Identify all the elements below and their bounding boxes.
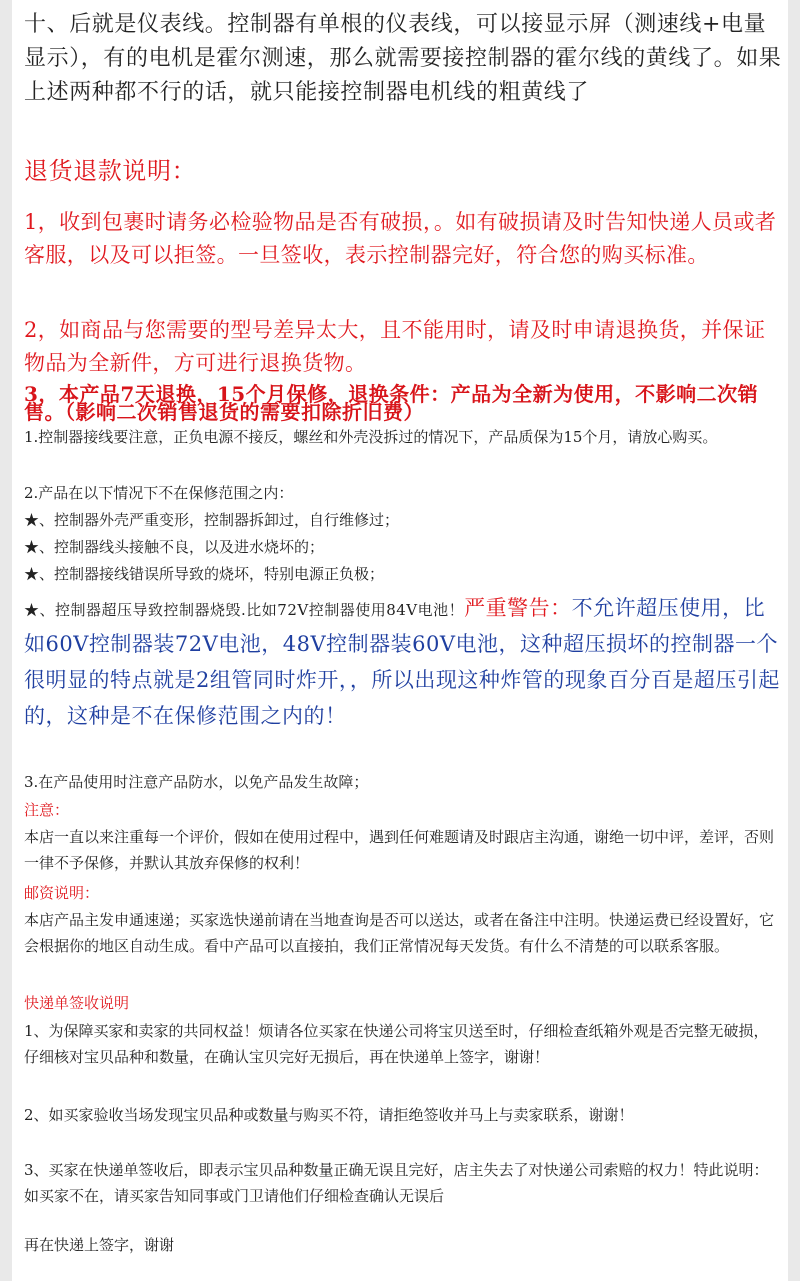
warranty-note-1: 1.控制器接线要注意，正负电源不接反，螺丝和外壳没拆过的情况下，产品质保为15个月，请放心购买。: [24, 428, 718, 446]
notice-text: 本店一直以来注重每一个评价，假如在使用过程中，遇到任何难题请及时跟店主沟通，谢绝一切中评，差评，否则一律不予保修，并默认其放弃保修的权利！: [24, 828, 775, 872]
shipping-text: 本店产品主发申通速递；买家选快递前请在当地查询是否可以送达，或者在备注中注明。快递运费已经设置好，它会根据你的地区自动生成。看中产品可以直接拍，我们正常情况每天发货。有什么不清楚的可以联系客服。: [24, 911, 775, 955]
refund-heading: 退货退款说明：: [24, 157, 197, 185]
shipping-heading: 邮资说明：: [24, 884, 100, 902]
refund-item-3: 3，本产品7天退换，15个月保修，退换条件：产品为全新为使用，不影响二次销售。（影响二次销售退货的需要扣除折旧费）: [24, 382, 759, 424]
description-sheet: [12, 0, 788, 1281]
receipt-item-3-tail: 再在快递上签字，谢谢: [24, 1236, 175, 1254]
install-step-ten: 十、后就是仪表线。控制器有单根的仪表线，可以接显示屏（测速线+电量显示），有的电机是霍尔测速，那么就需要接控制器的霍尔线的黄线了。如果上述两种都不行的话，就只能接控制器电机线的粗黄线了: [24, 12, 782, 105]
receipt-item-3: 3、买家在快递单签收后，即表示宝贝品种数量正确无误且完好，店主失去了对快递公司索赔的权力！特此说明：如买家不在，请买家告知同事或门卫请他们仔细检查确认无误后: [24, 1161, 769, 1205]
exclusion-item-3: ★、控制器接线错误所导致的烧坏，特别电源正负极；: [24, 565, 385, 583]
exclusion-item-2: ★、控制器线头接触不良，以及进水烧坏的；: [24, 538, 325, 556]
notice-heading: 注意：: [24, 801, 70, 819]
warranty-note-3: 3.在产品使用时注意产品防水，以免产品发生故障；: [24, 773, 369, 791]
exclusion-item-4: ★、控制器超压导致控制器烧毁.比如72V控制器使用84V电池！: [24, 601, 465, 619]
receipt-item-1: 1、为保障买家和卖家的共同权益！烦请各位买家在快递公司将宝贝送至时，仔细检查纸箱外观是否完整无破损，仔细核对宝贝品种和数量，在确认宝贝完好无损后，再在快递单上签字，谢谢！: [24, 1022, 769, 1066]
warning-text: 不允许超压使用，比如60V控制器装72V电池，48V控制器装60V电池，这种超压损坏的控制器一个很明显的特点就是2组管同时炸开，，所以出现这种炸管的现象百分百是超压引起的，这种是不在保修范围之内的！: [24, 596, 780, 728]
receipt-item-2: 2、如买家验收当场发现宝贝品种或数量与购买不符，请拒绝签收并马上与卖家联系，谢谢！: [24, 1106, 634, 1124]
refund-item-1: 1，收到包裹时请务必检验物品是否有破损，。如有破损请及时告知快递人员或者客服，以及可以拒签。一旦签收，表示控制器完好，符合您的购买标准。: [24, 210, 777, 267]
overvoltage-warning: [24, 590, 782, 734]
receipt-heading: 快递单签收说明: [24, 994, 130, 1012]
exclusion-item-1: ★、控制器外壳严重变形，控制器拆卸过，自行维修过；: [24, 511, 400, 529]
refund-item-2: 2，如商品与您需要的型号差异太大，且不能用时，请及时申请退换货，并保证物品为全新件，方可进行退换货物。: [24, 318, 766, 375]
warning-label: 严重警告：: [464, 596, 572, 620]
warranty-note-2: 2.产品在以下情况下不在保修范围之内：: [24, 484, 294, 502]
